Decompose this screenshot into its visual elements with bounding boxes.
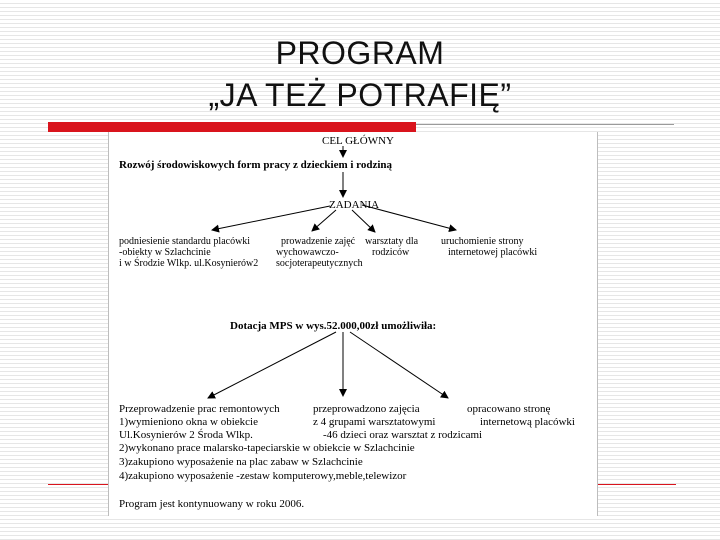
result-row2-col2: z 4 grupami warsztatowymi [313,416,436,428]
arrow-result-1 [208,332,336,398]
cel-glowny-label: CEL GŁÓWNY [322,135,394,147]
cel-glowny-text: Rozwój środowiskowych form pracy z dzieckiem i rodziną [119,159,393,171]
task-4-line-1: uruchomienie strony [441,236,524,247]
result-row3-col1: Ul.Kosynierów 2 Środa Wlkp. [119,429,253,441]
dotacja-text: Dotacja MPS w wys.52.000,00zł umożliwiła: [230,320,437,332]
slide-title-line2: „JA TEŻ POTRAFIĘ” [208,77,512,113]
task-2-line-2: wychowawczo- [276,247,339,258]
result-col1-header: Przeprowadzenie prac remontowych [119,403,280,415]
task-1-line-2: -obiekty w Szlachcinie [119,247,211,258]
arrow-task-2 [312,210,336,231]
result-col3-header: opracowano stronę [467,403,551,415]
arrow-task-1 [212,206,330,230]
task-2-line-3: socjoterapeutycznych [276,258,363,269]
task-2-line-1: prowadzenie zajęć [281,236,356,247]
task-1-line-3: i w Środzie Wlkp. ul.Kosynierów2 [119,258,259,269]
result-col2-header: przeprowadzono zajęcia [313,403,420,415]
footer-note: Program jest kontynuowany w roku 2006. [119,498,305,510]
arrow-task-3 [352,210,375,232]
task-4-line-2: internetowej placówki [448,247,538,258]
task-1-line-1: podniesienie standardu placówki [119,236,251,247]
slide-title-line1: PROGRAM [275,35,445,71]
zadania-label: ZADANIA [329,199,380,211]
result-row2-col3: internetową placówki [480,416,575,428]
task-3-line-1: warsztaty dla [365,236,419,247]
result-row3-col2: -46 dzieci oraz warsztat z rodzicami [323,429,483,441]
result-item-3: 3)zakupiono wyposażenie na plac zabaw w Szlachcinie [119,456,363,468]
task-3-line-2: rodziców [372,247,410,258]
result-item-2: 2)wykonano prace malarsko-tapeciarskie w obiekcie w Szlachcinie [119,442,415,454]
result-item-4: 4)zakupiono wyposażenie -zestaw komputerowy,meble,telewizor [119,470,407,482]
result-row2-col1: 1)wymieniono okna w obiekcie [119,416,258,428]
arrow-result-3 [350,332,448,398]
